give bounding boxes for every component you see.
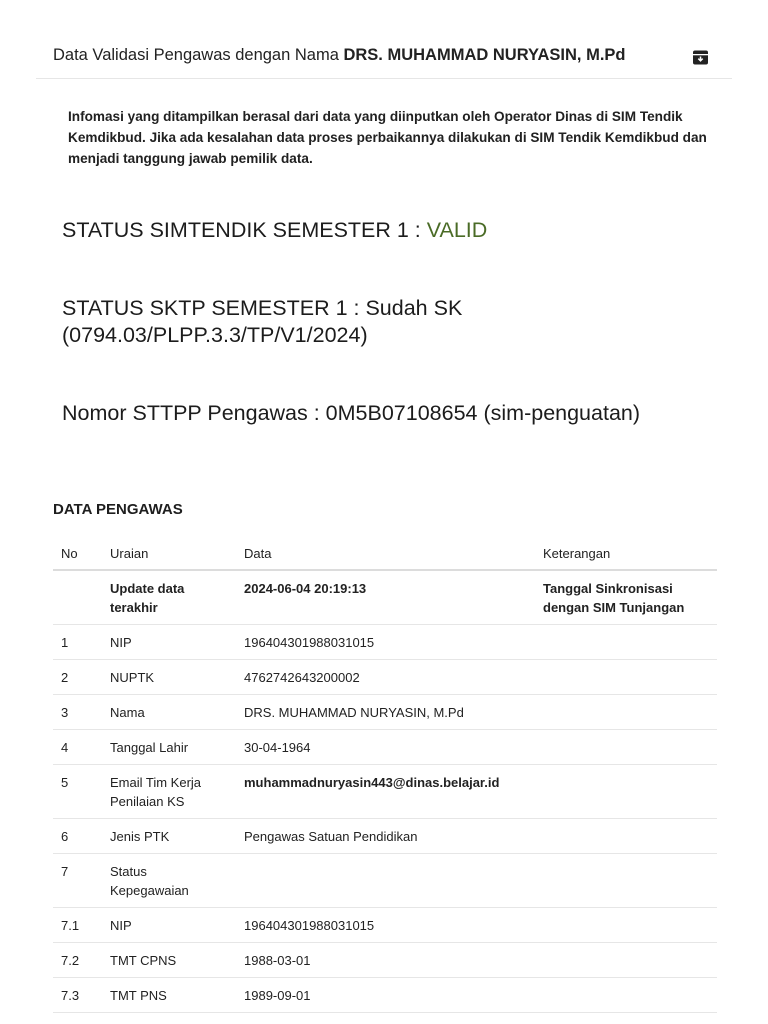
cell-uraian: Status Kepegawaian xyxy=(102,854,236,908)
cell-no xyxy=(53,570,102,625)
cell-keterangan: Tanggal Sinkronisasi dengan SIM Tunjangan xyxy=(535,570,717,625)
table-row xyxy=(53,819,717,854)
cell-data: muhammadnuryasin443@dinas.belajar.id xyxy=(236,765,535,819)
cell-no: 6 xyxy=(53,819,102,854)
cell-keterangan xyxy=(535,978,717,1013)
header-data: Data xyxy=(236,536,535,570)
cell-uraian: NIP xyxy=(102,908,236,943)
cell-data: 1989-09-01 xyxy=(236,978,535,1013)
cell-data: 196404301988031015 xyxy=(236,908,535,943)
table-row xyxy=(53,943,717,978)
table-row xyxy=(53,908,717,943)
archive-icon[interactable] xyxy=(692,49,709,66)
cell-keterangan xyxy=(535,730,717,765)
table-row xyxy=(53,978,717,1013)
cell-no: 7.1 xyxy=(53,908,102,943)
title-prefix: Data Validasi Pengawas dengan Nama xyxy=(53,46,339,64)
cell-keterangan xyxy=(535,854,717,908)
table-row xyxy=(53,730,717,765)
table-header-row xyxy=(53,536,717,570)
cell-uraian: Nama xyxy=(102,695,236,730)
table-row xyxy=(53,854,717,908)
cell-keterangan xyxy=(535,660,717,695)
cell-uraian: Tanggal Lahir xyxy=(102,730,236,765)
cell-no: 4 xyxy=(53,730,102,765)
cell-uraian: NIP xyxy=(102,625,236,660)
sttpp-number: Nomor STTPP Pengawas : 0M5B07108654 (sim-penguatan) xyxy=(62,401,641,425)
cell-no: 7.3 xyxy=(53,978,102,1013)
cell-data: 196404301988031015 xyxy=(236,625,535,660)
status-sktp-label: STATUS SKTP SEMESTER 1 : Sudah SK xyxy=(62,296,463,320)
status-sktp xyxy=(62,295,742,349)
status-simtendik-label: STATUS SIMTENDIK SEMESTER 1 : xyxy=(62,218,421,242)
cell-data: 4762742643200002 xyxy=(236,660,535,695)
cell-keterangan xyxy=(535,943,717,978)
cell-uraian: TMT CPNS xyxy=(102,943,236,978)
cell-no: 7 xyxy=(53,854,102,908)
table-row xyxy=(53,625,717,660)
cell-uraian: Jenis PTK xyxy=(102,819,236,854)
page-title xyxy=(53,46,626,65)
cell-uraian: TMT PNS xyxy=(102,978,236,1013)
page-header xyxy=(36,38,732,79)
cell-keterangan xyxy=(535,765,717,819)
table-row xyxy=(53,660,717,695)
cell-data xyxy=(236,854,535,908)
cell-keterangan xyxy=(535,695,717,730)
cell-no: 1 xyxy=(53,625,102,660)
table-row xyxy=(53,765,717,819)
cell-data: Pengawas Satuan Pendidikan xyxy=(236,819,535,854)
cell-uraian: Update data terakhir xyxy=(102,570,236,625)
header-uraian: Uraian xyxy=(102,536,236,570)
cell-no: 2 xyxy=(53,660,102,695)
cell-data: 30-04-1964 xyxy=(236,730,535,765)
cell-data: 2024-06-04 20:19:13 xyxy=(236,570,535,625)
cell-data: 1988-03-01 xyxy=(236,943,535,978)
cell-no: 3 xyxy=(53,695,102,730)
header-keterangan: Keterangan xyxy=(535,536,717,570)
cell-no: 5 xyxy=(53,765,102,819)
section-title: DATA PENGAWAS xyxy=(53,501,183,518)
data-source-notice: Infomasi yang ditampilkan berasal dari data yang diinputkan oleh Operator Dinas di SIM Tendik Kemdikbud. Jika ada kesalahan data proses perbaikannya dilakukan di SIM Tendik Kemdikbud dan menjadi tanggung jawab pemilik data. xyxy=(68,109,707,166)
header-no: No xyxy=(53,536,102,570)
cell-keterangan xyxy=(535,908,717,943)
status-simtendik xyxy=(62,217,742,244)
cell-keterangan xyxy=(535,819,717,854)
table-row xyxy=(53,695,717,730)
title-name: DRS. MUHAMMAD NURYASIN, M.Pd xyxy=(343,46,626,64)
cell-keterangan xyxy=(535,625,717,660)
table-row xyxy=(53,570,717,625)
cell-data: DRS. MUHAMMAD NURYASIN, M.Pd xyxy=(236,695,535,730)
status-sktp-value: (0794.03/PLPP.3.3/TP/V1/2024) xyxy=(62,323,368,347)
status-simtendik-value: VALID xyxy=(426,218,488,242)
cell-no: 7.2 xyxy=(53,943,102,978)
cell-uraian: Email Tim Kerja Penilaian KS xyxy=(102,765,236,819)
data-pengawas-table xyxy=(53,536,717,1013)
cell-uraian: NUPTK xyxy=(102,660,236,695)
